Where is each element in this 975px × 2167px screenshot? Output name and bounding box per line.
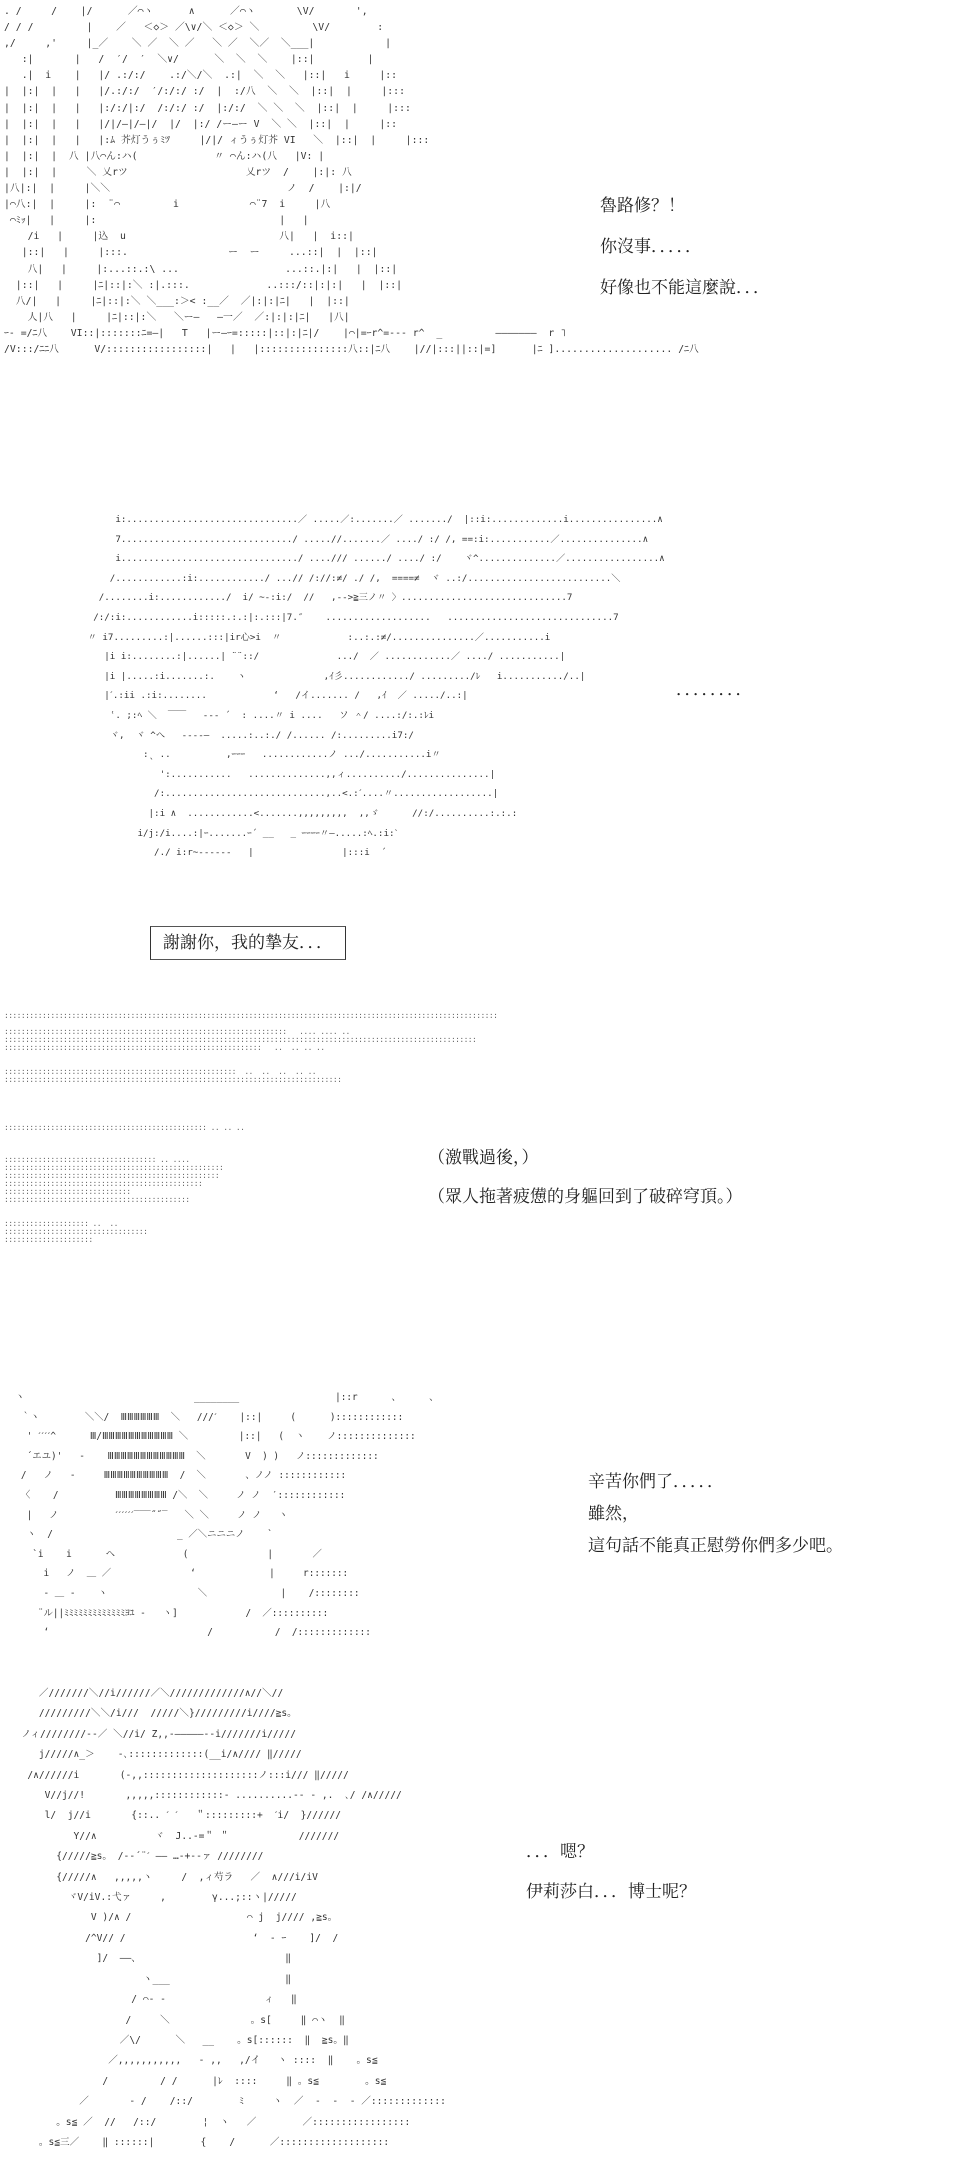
ascii-art-masked-figure: ヽ ________ |::r 、 、 ｀ヽ ＼＼/ ⅢⅢⅢⅢⅢⅢ ＼ ///ˊ |::| ( ):::::::::::: ' ˊˊˊˊ^ Ⅲ/ⅢⅢⅢⅢⅢⅢⅢⅢⅢⅢⅢ ＼ |::| ( ヽ ノ:::::::::::::: ´エユ)' - ⅢⅢⅢⅢⅢⅢⅢⅢⅢⅢⅢⅢ ＼ V ) ) ノ::::::::::::: / ノ ‐ ⅢⅢⅢⅢⅢⅢⅢⅢⅢⅢ / ＼ 、ノノ :::::::::::: 〈 / ⅢⅢⅢⅢⅢⅢⅢⅢ /＼ ＼ ノ ノ ′:::::::::::: | ノ ˊˊˊˊˊˊ‾‾‾˝˝‾ ＼ ＼ ノ ノ ヽ ヽ / _ ／＼ニニニノ ` `i i ヘ ( | ／ i ノ ＿ ／ ‘ | r::::::: ‐ ＿ - ヽ ＼ | /:::::::: ¨ル||ﾐﾐﾐﾐﾐﾐﾐﾐﾐﾐﾐﾐﾐﾖﾕ - ヽ] / ／:::::::::: ‘ / / /:::::::::::::: [15, 1392, 439, 1639]
dialogue-line: ．．．嗯？: [526, 1842, 594, 1862]
ascii-art-hand-over-eyes: i:...............................／ .....／:.......／ ......./ |::i:.............i................∧ 7.............................../ .....//.......／ ..../ :/ /, ==:i:...........／...............∧ i................................/ ..../// ....../ ..../ :/ ヾ^..............／.................∧ /............:i:............/ ...// /://:≠/ ./ /, ====≠ ヾ ..:/..........................＼ /........i:............/ i/ ~-:i:/ // ,-->≧三ノ〃 〉..............................7 /:/:i:............i:::::.:.:|:.:::|7.″ ................... ..............................7 〃 i7.........:|......:::|ir心>i 〃 :..:.:≠/...............／...........i |i i:........:|......| ¨¨::/ .../ ／ ............／ ..../ ...........| |i |.....:i.......:. ヽ ,ｲ彡............/ ........./ﾚ i.........../..| |ˊ.:ii .:i:........ ‘ /イ....... / ,ｲ ／ ...../..:| ʿ. ;:ﾍ ＼ ￣￣ -‐‐ ´ : ....〃 i .... ソ ＾/ ....:/:.:ﾚi ヾ, ヾ ^へ ‐‐‐‐— .....:..:./ /...... /:.........i7:/ :ˎ .. ,ｰｰｰ ............ノ .../...........i〃 ':........... ..............,,ィ........../...............| /:.............................,..<.:ˊ....〃..................| |:i ∧ ............<.......,,,,,,,,, ,,ゞ //:/..........:.:.: i/j:/i....:|ｰ.......ｰ´ __ _ ｰｰｰｰ〃—.....:ﾍ.:i:ˋ /./ i:r~‐‐‐‐‐‐ | |:::i ´: [87, 514, 665, 859]
faded-text-rows: ::::::::::::::::::::::::::::::::::::::::::::::::::::::::::::::::::::::::::::::::::::::::::::::::::::::::::::::::::::: ::::::::::::::::::::::::::::::::::::::::::::::::::::::::::::::::::: .... .... .. :::::::::::::::::::::::::::::::::::::::::::::::::::::::::::::::::::::::::::::::::::::::::::::::::::::::::::::::: ::::::::::::::::::::::::::::::::::::::::::::::::::::::::::::: .. .. .. .. ::::::::::::::::::::::::::::::::::::::::::::::::::::::: .. .. .. .. .. :::::::::::::::::::::::::::::::::::::::::::::::::::::::::::::::::::::::::::::::: :::::::::::::::::::::::::::::::::::::::::::::::: .. .. .. :::::::::::::::::::::::::::::::::::: .. .... :::::::::::::::::::::::::::::::::::::::::::::::::::: ::::::::::::::::::::::::::::::::::::::::::::::::::: ::::::::::::::::::::::::::::::::::::::::::::::: :::::::::::::::::::::::::::::: :::::::::::::::::::::::::::::::::::::::::::: :::::::::::::::::::: .. .. :::::::::::::::::::::::::::::::::: :::::::::::::::::::::: [4, 1011, 498, 1244]
panel-covered-face: [0, 500, 975, 900]
panel-lelouch-closeup: [0, 0, 975, 480]
ascii-art-girl: ／///////＼//i//////／＼/////////////∧//＼// /////////＼＼/i/// /////＼}/////////i////≧s。 ノィ////////‐-／ ＼//i/ Z,,‐—————‐‐i///////i///// j/////∧_＞ ‐､:::::::::::::(__i/∧//// ‖///// /∧//////i (‐,,::::::::::::::::::::ノ:::i/// ‖///// V//j//! ,,,,,::::::::::::‐ ..........‐‐ - ,. ､/ /∧///// l/ j//i {::.. ˊ ˊ ＂:::::::::+ ˊi/ }////// Y//∧ ヾ J..‐=＂ ＂ /////// {/////≧s。 /‐‐´¨ˊ —— …‐+‐‐ァ //////// {/////∧ ,,,,,ヽ / ,ィ芍ラ ／ ∧///i/iV ヾV/iV.:弋ァ , γ...;::ヽ|///// V )/∧ / ⌒ j j//// ,≧s。 /^V// / ‘ ‐ ｰ ]/ / ]/ ——、 ‖ ヽ___ ‖ / ⌒‐ ‐ ィ ‖ / ＼ 。s[ ‖ ⌒ヽ ‖ ／\/ ＼ __ 。s[:::::: ‖ ≧s。‖ ／,,,,,,,,,,, ‐ ,, ,/イ ヽ :::: ‖ 。s≦ / / / |ﾚ :::: ‖ 。s≦ 。s≦ ／ ‐ / /::/ ﾐ ヽ ／ ‐ ‐ ‐ ／::::::::::::: 。s≦ ／ // /::/ ¦ ヽ ／ ／::::::::::::::::: 。s≦三／ ‖ ::::::| { / ／:::::::::::::::::::: [21, 1688, 446, 2148]
panel-aftermath-text: [0, 1000, 975, 1360]
panel-girl-character: [0, 1670, 975, 2167]
dialogue-line: 雖然，: [588, 1504, 639, 1524]
ellipsis-line: ．．．．．．．．: [676, 680, 753, 700]
dialogue-line: 這句話不能真正慰勞你們多少吧。: [588, 1536, 843, 1556]
panel-masked-character: [0, 1380, 975, 1670]
narration-line: （眾人拖著疲憊的身軀回到了破碎穹頂。）: [428, 1187, 743, 1207]
narration-box: 謝謝你，我的摯友．．．: [150, 926, 346, 960]
dialogue-line: 你沒事．．．．．: [600, 237, 702, 257]
dialogue-line: 魯路修？！: [600, 196, 685, 216]
narration-line: （激戰過後，）: [428, 1148, 539, 1168]
dialogue-line: 伊莉莎白．．．博士呢？: [526, 1882, 696, 1902]
ascii-art-face: . / / |/ ／⌒ヽ ∧ ／⌒ヽ \V/ ', / / / | ／ ＜◇＞ ／\∨/＼ ＜◇＞ ＼ \V/ : ,/ ,' |_／ ＼ ／ ＼ ／ ＼ ／ ＼／ ＼___| | :| | / ′/ ′ ＼∨/ ＼ ＼ ＼ |::| | .| i | |/ .:/:/ .:/＼/＼ .:| ＼ ＼ |::| i |:: | |:| | | |/.:/:/ ′/:/:/ :/ | :/八 ＼ ＼ |::| | |::: | |:| | | |:/:/|:/ /:/:/ :/ |:/:/ ＼ ＼ ＼ |::| | |::: | |:| | | |/|/—|/—|/ |/ |:/ /ー—ー V ＼ ＼ |::| | |:: | |:| | | |:ﾑ 芥灯うぅﾐﾂ |/|/ ィうぅ灯芥 VI ＼ |::| | |::: | |:| | 八 |八⌒ん:ハ( 〃 ⌒ん:ハ(八 |V: | | |:| | ＼ 乂rツ 乂rツ / |:|: 八 |八|:| | |＼＼ ノ / |:|/ |⌒八:| | |: ¨⌒ i ⌒¨7 i |八 ⌒ﾐｯ| | |: | | /i | |込 u 八| | i::| |::| | |:::. ー ー ...::| | |::| 八| | |:...::.:\ ... ...::.|:| | |::| |::| | |ﾆ|::|:＼ :|.:::. ..:::/::|:|:| | |::| 八/| | |ﾆ|::|:＼ ＼___:＞< :__／ ／|:|:|ﾆ| | |::| 人|八 | |ﾆ|::|:＼ ＼ー— —一／ ／:|:|:|ﾆ| |八| ｰ- =/ﾆ八 VI::|:::::::ﾆ=—| T |ー—ｰ=:::::|::|:|ﾆ|/ |⌒|=ｰr^=--- r^ _ ——————— r ˥ /V:::/ﾆﾆ八 V/:::::::::::::::::| | |:::::::::::::::八::|ﾆ八 |//|:::||::|=] |ﾆ ].................... /ﾆ八: [4, 6, 699, 355]
dialogue-line: 辛苦你們了．．．．．: [588, 1472, 724, 1492]
dialogue-line: 好像也不能這麼說．．．: [600, 278, 770, 298]
